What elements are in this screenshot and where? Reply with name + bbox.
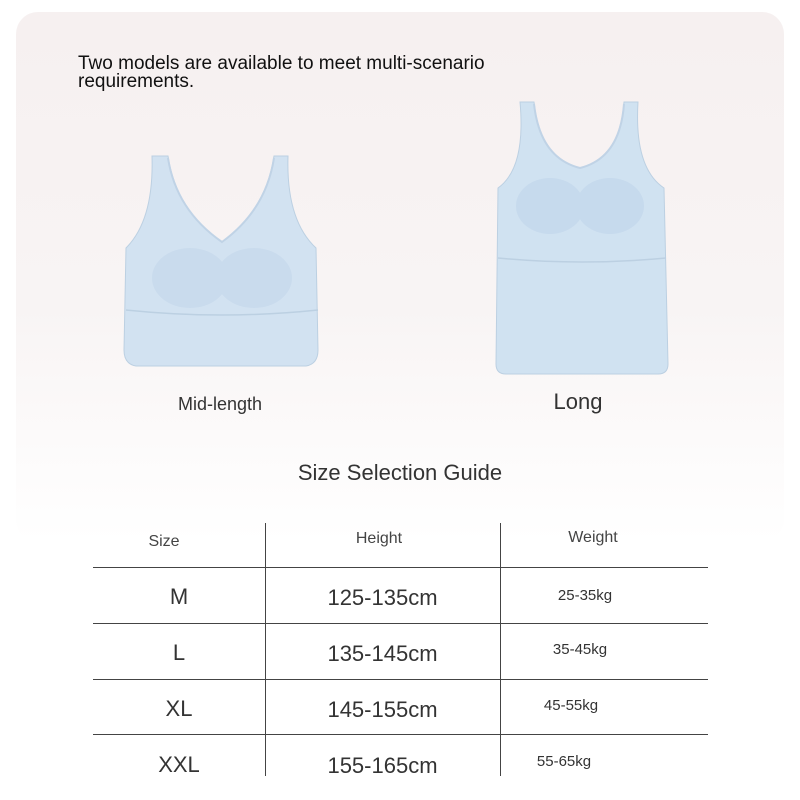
height-value: 155-165cm <box>327 753 438 778</box>
height-value: 145-155cm <box>327 697 438 722</box>
long-label: Long <box>553 389 603 414</box>
weight-value: 35-45kg <box>552 641 608 658</box>
row-divider <box>93 623 708 624</box>
column-header-weight: Weight <box>568 529 618 546</box>
column-header-height: Height <box>355 530 403 547</box>
row-divider <box>93 567 708 568</box>
row-divider <box>93 679 708 680</box>
mid-length-top-image <box>118 150 323 372</box>
headline: Two models are available to meet multi-scenario requirements. <box>78 53 485 92</box>
size-value: L <box>172 640 186 665</box>
weight-value: 25-35kg <box>557 587 613 604</box>
long-top-image <box>488 98 678 378</box>
row-divider <box>93 734 708 735</box>
size-guide-title: Size Selection Guide <box>297 460 503 485</box>
column-divider <box>500 523 501 776</box>
height-value: 125-135cm <box>327 585 438 610</box>
weight-value: 55-65kg <box>536 753 592 770</box>
height-value: 135-145cm <box>327 641 438 666</box>
size-value: XXL <box>158 752 200 777</box>
weight-value: 45-55kg <box>543 697 599 714</box>
size-guide-table <box>93 523 708 778</box>
column-header-size: Size <box>148 533 180 550</box>
size-value: M <box>169 584 189 609</box>
mid-length-label: Mid-length <box>177 394 263 414</box>
size-value: XL <box>165 696 193 721</box>
